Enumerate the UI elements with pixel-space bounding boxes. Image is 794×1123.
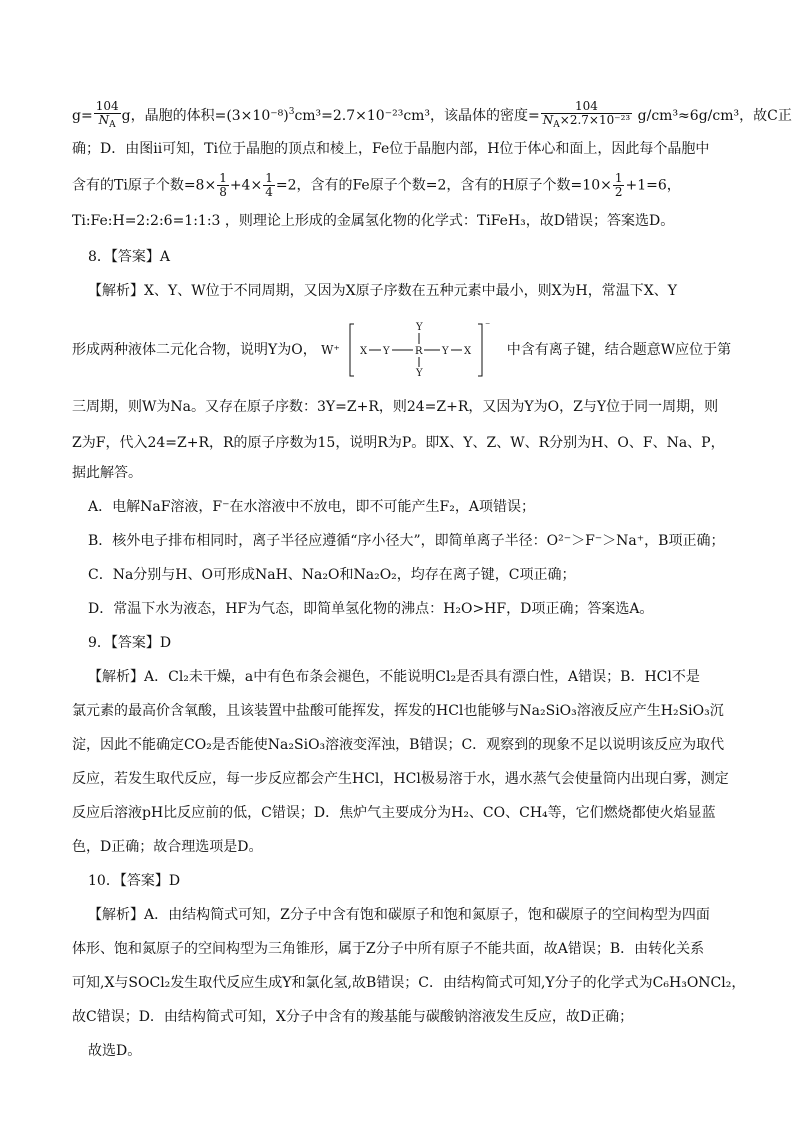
answer-heading-9: 9．【答案】D	[88, 635, 172, 651]
fraction	[613, 172, 625, 199]
structure-atom-y-right: Y	[442, 346, 449, 357]
analysis-10-line-4: 故C错误；D．由结构简式可知，X分子中含有的羧基能与碳酸钠溶液发生反应，故D正确；	[72, 1009, 634, 1025]
analysis-9-line-4: 反应，若发生取代反应，每一步反应都会产生HCl，HCl极易溶于水，遇水蒸气会使量筒内出现白雾，测定	[72, 771, 729, 787]
structure-atom-y-bottom: Y	[416, 368, 423, 379]
w-cation: W⁺	[321, 343, 340, 357]
text-segment: 形成两种液体二元化合物，说明Y为O，	[72, 342, 317, 358]
subscript: A	[553, 120, 560, 130]
fraction-denominator	[94, 114, 121, 132]
analysis-10-line-3: 可知,X与SOCl₂发生取代反应生成Y和氯化氢,故B错误；C．由结构简式可知,Y分子的化学式为C₆H₃ONCl₂，	[72, 975, 746, 991]
text-segment: g=	[72, 108, 93, 124]
solution-line-2: 确；D．由图ii可知，Ti位于晶胞的顶点和棱上，Fe位于晶胞内部，H位于体心和面上，因此每个晶胞中	[72, 141, 710, 157]
text-segment: =2，含有的Fe原子个数=2，含有的H原子个数=10×	[275, 177, 612, 194]
solution-line-1	[72, 99, 792, 130]
structure-atom-x-right: X	[464, 346, 472, 357]
option-b-8: B．核外电子排布相同时，离子半径应遵循“序小径大”，即简单离子半径：O²⁻＞F⁻＞Na⁺，B项正确；	[88, 533, 725, 549]
answer-heading-10: 10．【答案】D	[88, 873, 181, 889]
denominator-rest: ×2.7×10⁻²³	[559, 113, 631, 127]
analysis-10-line-5: 故选D。	[88, 1043, 142, 1059]
structure-atom-r: R	[415, 346, 423, 357]
analysis-9-line-1: 【解析】A．Cl₂未干燥，a中有色布条会褪色，不能说明Cl₂是否具有漂白性，A错误；B．HCl不是	[88, 669, 700, 685]
analysis-8-line-2	[72, 320, 731, 384]
structure-atom-y-left: Y	[383, 346, 390, 357]
fraction-denominator: 8	[219, 185, 227, 199]
fraction-numerator: 104	[95, 99, 119, 113]
analysis-9-line-5: 反应后溶液pH比反应前的低，C错误；D．焦炉气主要成分为H₂、CO、CH₄等，它们燃烧都使火焰显蓝	[72, 805, 716, 821]
structure-charge: ⁻	[485, 321, 491, 332]
text-segment: g/cm³≈6g/cm³，故C正	[633, 108, 792, 124]
analysis-8-line-4: Z为F，代入24=Z+R，R的原子序数为15，说明R为P。即X、Y、Z、W、R分别为H、O、F、Na、P，	[72, 435, 725, 451]
analysis-10-line-1: 【解析】A．由结构简式可知，Z分子中含有饱和碳原子和饱和氮原子，饱和碳原子的空间构型为四面	[88, 907, 710, 923]
fraction	[217, 172, 229, 199]
option-a-8: A．电解NaF溶液，F⁻在水溶液中不放电，即不可能产生F₂，A项错误；	[88, 499, 535, 515]
fraction	[94, 100, 121, 132]
subscript: A	[109, 120, 116, 130]
fraction-numerator: 1	[265, 171, 273, 185]
fraction-numerator: 1	[219, 171, 227, 185]
fraction-numerator: 104	[541, 100, 632, 114]
solution-line-3	[72, 172, 681, 198]
na-symbol: N	[98, 113, 110, 127]
option-c-8: C．Na分别与H、O可形成NaH、Na₂O和Na₂O₂，均存在离子键，C项正确；	[88, 567, 576, 583]
analysis-8-line-3: 三周期，则W为Na。又存在原子序数：3Y=Z+R，则24=Z+R，又因为Y为O，Z与Y位于同一周期，则	[72, 399, 719, 415]
analysis-9-line-6: 色，D正确；故合理选项是D。	[72, 839, 263, 855]
text-segment: 中含有离子键，结合题意W应位于第	[506, 342, 732, 358]
fraction-denominator: 4	[265, 185, 273, 199]
analysis-10-line-2: 体形、饱和氮原子的空间构型为三角锥形，属于Z分子中所有原子不能共面，故A错误；B．由转化关系	[72, 941, 705, 957]
na-symbol: N	[542, 113, 554, 127]
structure-atom-y-top: Y	[416, 322, 423, 333]
volume-expression: (3×10⁻⁸)	[226, 108, 289, 124]
analysis-8-line-5: 据此解答。	[72, 465, 142, 481]
analysis-8-line-1: 【解析】X、Y、W位于不同周期，又因为X原子序数在五种元素中最小，则X为H，常温下X、Y	[88, 283, 677, 299]
fraction-denominator	[541, 114, 632, 132]
option-d-8: D．常温下水为液态，HF为气态，即简单氢化物的沸点：H₂O>HF，D项正确；答案选A。	[88, 601, 654, 617]
analysis-9-line-3: 淀，因此不能确定CO₂是否能使Na₂SiO₃溶液变浑浊，B错误；C．观察到的现象不足以说明该反应为取代	[72, 737, 725, 753]
text-segment: +1=6，	[625, 177, 681, 194]
fraction-numerator: 1	[614, 171, 623, 185]
fraction	[263, 172, 275, 199]
anion-structure-diagram	[348, 320, 498, 380]
text-segment: cm³=2.7×10⁻²³cm³，该晶体的密度=	[294, 108, 540, 124]
solution-line-4: Ti:Fe:H=2:2:6=1:1:3 ，则理论上形成的金属氢化物的化学式：TiFeH₃，故D错误；答案选D。	[72, 213, 675, 229]
superscript: 3	[288, 107, 295, 117]
text-segment: 含有的Ti原子个数=8×	[72, 177, 217, 194]
answer-heading-8: 8．【答案】A	[88, 249, 171, 265]
fraction	[541, 100, 632, 132]
text-segment: g，晶胞的体积=	[121, 108, 227, 124]
structure-atom-x-left: X	[360, 346, 368, 357]
fraction-denominator: 2	[614, 185, 623, 199]
analysis-9-line-2: 氯元素的最高价含氧酸，且该装置中盐酸可能挥发，挥发的HCl也能够与Na₂SiO₃溶液反应产生H₂SiO₃沉	[72, 703, 724, 719]
text-segment: +4×	[229, 177, 263, 194]
